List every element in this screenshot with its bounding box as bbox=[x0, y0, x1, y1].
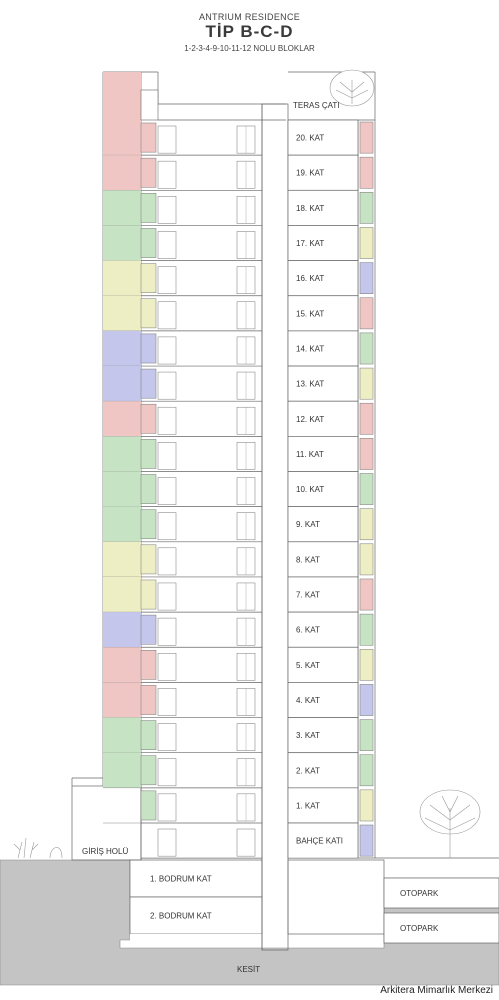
garden-tree-icon bbox=[420, 790, 480, 858]
floor-label: 8. KAT bbox=[296, 555, 320, 565]
left-railing bbox=[141, 334, 156, 363]
floor-label: 3. KAT bbox=[296, 731, 320, 741]
left-railing bbox=[141, 721, 156, 750]
left-railing bbox=[141, 158, 156, 187]
floor-label: 5. KAT bbox=[296, 660, 320, 670]
door-panel bbox=[158, 583, 176, 610]
left-railing bbox=[141, 439, 156, 468]
floor-label: 18. KAT bbox=[296, 203, 325, 213]
building-type-title: TİP B-C-D bbox=[205, 22, 294, 41]
left-balcony bbox=[103, 261, 141, 296]
door-panel bbox=[158, 302, 176, 329]
left-railing bbox=[141, 791, 156, 820]
shrub-icon bbox=[14, 838, 62, 858]
left-railing bbox=[141, 299, 156, 328]
left-railing bbox=[141, 369, 156, 398]
door-panel bbox=[158, 267, 176, 294]
door-panel bbox=[158, 372, 176, 399]
door-panel bbox=[158, 478, 176, 505]
left-balcony bbox=[103, 647, 141, 682]
left-balcony bbox=[103, 120, 141, 155]
left-balcony bbox=[103, 542, 141, 577]
door-panel bbox=[158, 126, 176, 153]
left-balcony bbox=[103, 507, 141, 542]
left-balcony bbox=[103, 401, 141, 436]
floor-label: 6. KAT bbox=[296, 625, 320, 635]
section-label: KESİT bbox=[237, 965, 261, 974]
door-panel bbox=[158, 513, 176, 540]
left-railing bbox=[141, 228, 156, 257]
left-balcony bbox=[103, 436, 141, 471]
door-panel bbox=[158, 337, 176, 364]
floor-label: 4. KAT bbox=[296, 695, 320, 705]
left-balcony bbox=[103, 682, 141, 717]
left-balcony bbox=[103, 155, 141, 190]
right-balcony bbox=[360, 579, 373, 610]
door-panel bbox=[158, 829, 176, 856]
floor-label: 1. KAT bbox=[296, 801, 320, 811]
left-railing bbox=[141, 650, 156, 679]
right-balcony bbox=[360, 720, 373, 751]
left-railing bbox=[141, 615, 156, 644]
floor-label: 2. KAT bbox=[296, 766, 320, 776]
right-balcony bbox=[360, 298, 373, 329]
left-balcony bbox=[103, 190, 141, 225]
floor-label: 14. KAT bbox=[296, 344, 325, 354]
block-numbers: 1-2-3-4-9-10-11-12 NOLU BLOKLAR bbox=[184, 44, 315, 53]
floor-label: 15. KAT bbox=[296, 309, 325, 319]
credit-text: Arkitera Mimarlık Merkezi bbox=[380, 985, 493, 996]
right-balcony bbox=[360, 157, 373, 188]
right-balcony bbox=[360, 474, 373, 505]
left-balcony bbox=[103, 612, 141, 647]
left-railing bbox=[141, 404, 156, 433]
door-panel bbox=[158, 407, 176, 434]
floor-label: 11. KAT bbox=[296, 449, 324, 459]
door-panel bbox=[158, 724, 176, 751]
door-panel bbox=[158, 231, 176, 258]
left-railing bbox=[141, 193, 156, 222]
floor-label: 10. KAT bbox=[296, 485, 325, 495]
left-balcony bbox=[103, 225, 141, 260]
door-panel bbox=[158, 618, 176, 645]
core-basement bbox=[288, 860, 384, 934]
right-balcony bbox=[360, 614, 373, 645]
roof-terrace-label: TERAS ÇATI bbox=[293, 101, 340, 110]
left-railing bbox=[141, 685, 156, 714]
roof-balcony bbox=[103, 72, 141, 120]
floor-label: 12. KAT bbox=[296, 414, 325, 424]
left-balcony bbox=[103, 718, 141, 753]
floor-label: 20. KAT bbox=[296, 133, 325, 143]
right-balcony bbox=[360, 755, 373, 786]
roof-parapet bbox=[141, 90, 158, 120]
right-balcony bbox=[360, 122, 373, 153]
left-balcony bbox=[103, 472, 141, 507]
parking-label: OTOPARK bbox=[400, 889, 439, 898]
left-railing bbox=[141, 475, 156, 504]
right-balcony bbox=[360, 438, 373, 469]
left-balconies bbox=[103, 72, 158, 823]
right-balcony bbox=[360, 790, 373, 821]
left-railing bbox=[141, 545, 156, 574]
right-balcony bbox=[360, 368, 373, 399]
floor-label: 17. KAT bbox=[296, 239, 325, 249]
basement-label: 2. BODRUM KAT bbox=[150, 911, 212, 921]
right-balcony bbox=[360, 825, 373, 856]
parking-label: OTOPARK bbox=[400, 924, 439, 933]
left-railing bbox=[141, 264, 156, 293]
door-panel bbox=[158, 688, 176, 715]
left-railing bbox=[141, 756, 156, 785]
right-balcony bbox=[360, 192, 373, 223]
right-balcony bbox=[360, 227, 373, 258]
floor-label: 16. KAT bbox=[296, 274, 325, 284]
right-balcony bbox=[360, 403, 373, 434]
project-name: ANTRIUM RESIDENCE bbox=[198, 12, 301, 22]
door-panel bbox=[158, 794, 176, 821]
floor-label: 9. KAT bbox=[296, 520, 320, 530]
door-panel bbox=[158, 759, 176, 786]
basement-label: 1. BODRUM KAT bbox=[150, 874, 212, 884]
door-panel bbox=[158, 442, 176, 469]
floor-label: BAHÇE KATI bbox=[296, 836, 343, 846]
left-balcony bbox=[103, 331, 141, 366]
door-panel bbox=[158, 653, 176, 680]
floor-label: 13. KAT bbox=[296, 379, 325, 389]
floor-label: 19. KAT bbox=[296, 168, 325, 178]
right-balcony bbox=[360, 544, 373, 575]
left-balcony bbox=[103, 753, 141, 788]
left-balcony bbox=[103, 366, 141, 401]
left-balcony bbox=[103, 296, 141, 331]
left-balcony bbox=[103, 577, 141, 612]
foundation-gap bbox=[130, 934, 262, 942]
floor-label: 7. KAT bbox=[296, 590, 320, 600]
right-balcony bbox=[360, 509, 373, 540]
left-railing bbox=[141, 580, 156, 609]
floor-slabs bbox=[141, 126, 262, 858]
door-panel bbox=[237, 829, 255, 856]
left-railing bbox=[141, 123, 156, 152]
entrance-hall-label: GİRİŞ HOLÜ bbox=[82, 847, 129, 856]
right-balcony bbox=[360, 263, 373, 294]
right-balcony bbox=[360, 333, 373, 364]
door-panel bbox=[158, 161, 176, 188]
right-balcony bbox=[360, 684, 373, 715]
door-panel bbox=[158, 548, 176, 575]
left-railing bbox=[141, 510, 156, 539]
underground-levels bbox=[130, 860, 499, 943]
door-panel bbox=[158, 196, 176, 223]
right-balcony bbox=[360, 649, 373, 680]
